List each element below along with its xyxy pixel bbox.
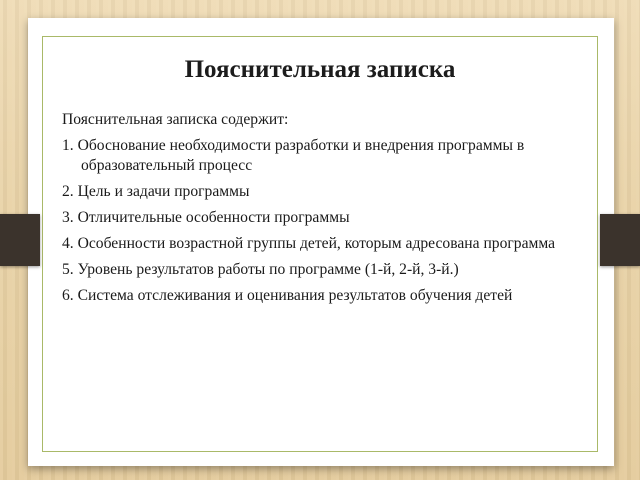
slide-title: Пояснительная записка <box>184 56 456 83</box>
list-item: 5. Уровень результатов работы по программе (1-й, 2-й, 3-й.) <box>62 261 459 278</box>
list-item: 1. Обоснование необходимости разработки и внедрения программы в образовательный процесс <box>62 137 525 174</box>
list-item: 3. Отличительные особенности программы <box>62 209 350 226</box>
list-item: 6. Система отслеживания и оценивания результатов обучения детей <box>62 287 513 304</box>
slide-body <box>62 110 582 312</box>
contents-list <box>62 136 582 306</box>
intro-text: Пояснительная записка содержит: <box>62 111 289 128</box>
list-item: 2. Цель и задачи программы <box>62 183 250 200</box>
list-item: 4. Особенности возрастной группы детей, которым адресована программа <box>62 235 556 252</box>
right-side-tab <box>600 214 640 266</box>
left-side-tab <box>0 214 40 266</box>
